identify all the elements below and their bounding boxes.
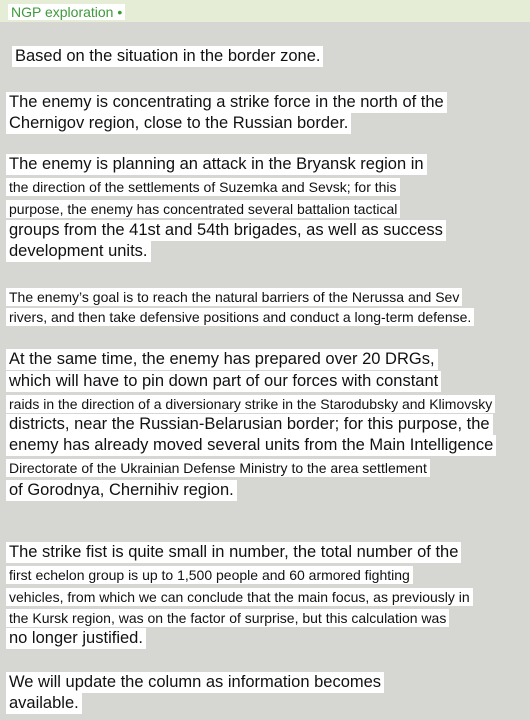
text-line: districts, near the Russian-Belarusian border; for this purpose, the <box>6 414 493 435</box>
text-line: At the same time, the enemy has prepared over 20 DRGs, <box>6 349 438 370</box>
text-line: no longer justified. <box>6 628 146 649</box>
text-line: the direction of the settlements of Suzemka and Sevsk; for this <box>6 178 400 196</box>
text-line: We will update the column as information becomes <box>6 672 384 693</box>
text-line: rivers, and then take defensive positions and conduct a long-term defense. <box>6 308 474 326</box>
text-line: which will have to pin down part of our forces with constant <box>6 371 441 392</box>
text-line: available. <box>6 693 82 714</box>
text-line: of Gorodnya, Chernihiv region. <box>6 480 237 501</box>
text-line: The strike fist is quite small in number, the total number of the <box>6 542 461 563</box>
text-line: purpose, the enemy has concentrated several battalion tactical <box>6 200 400 218</box>
text-line: groups from the 41st and 54th brigades, as well as success <box>6 220 446 241</box>
channel-name[interactable]: NGP exploration • <box>8 4 125 20</box>
text-line: The enemy is concentrating a strike force in the north of the <box>6 92 447 113</box>
text-line: enemy has already moved several units from the Main Intelligence <box>6 435 496 456</box>
text-line: The enemy is planning an attack in the Bryansk region in <box>6 154 427 175</box>
text-line: The enemy’s goal is to reach the natural barriers of the Nerussa and Sev <box>6 288 462 306</box>
text-line: Based on the situation in the border zone. <box>12 46 323 67</box>
text-line: development units. <box>6 241 151 262</box>
text-line: vehicles, from which we can conclude that the main focus, as previously in <box>6 588 473 606</box>
text-line: Directorate of the Ukrainian Defense Ministry to the area settlement <box>6 459 430 477</box>
text-line: raids in the direction of a diversionary strike in the Starodubsky and Klimovsky <box>6 395 495 413</box>
text-line: the Kursk region, was on the factor of surprise, but this calculation was <box>6 609 449 627</box>
text-line: first echelon group is up to 1,500 people and 60 armored fighting <box>6 566 413 584</box>
text-line: Chernigov region, close to the Russian border. <box>6 113 351 134</box>
